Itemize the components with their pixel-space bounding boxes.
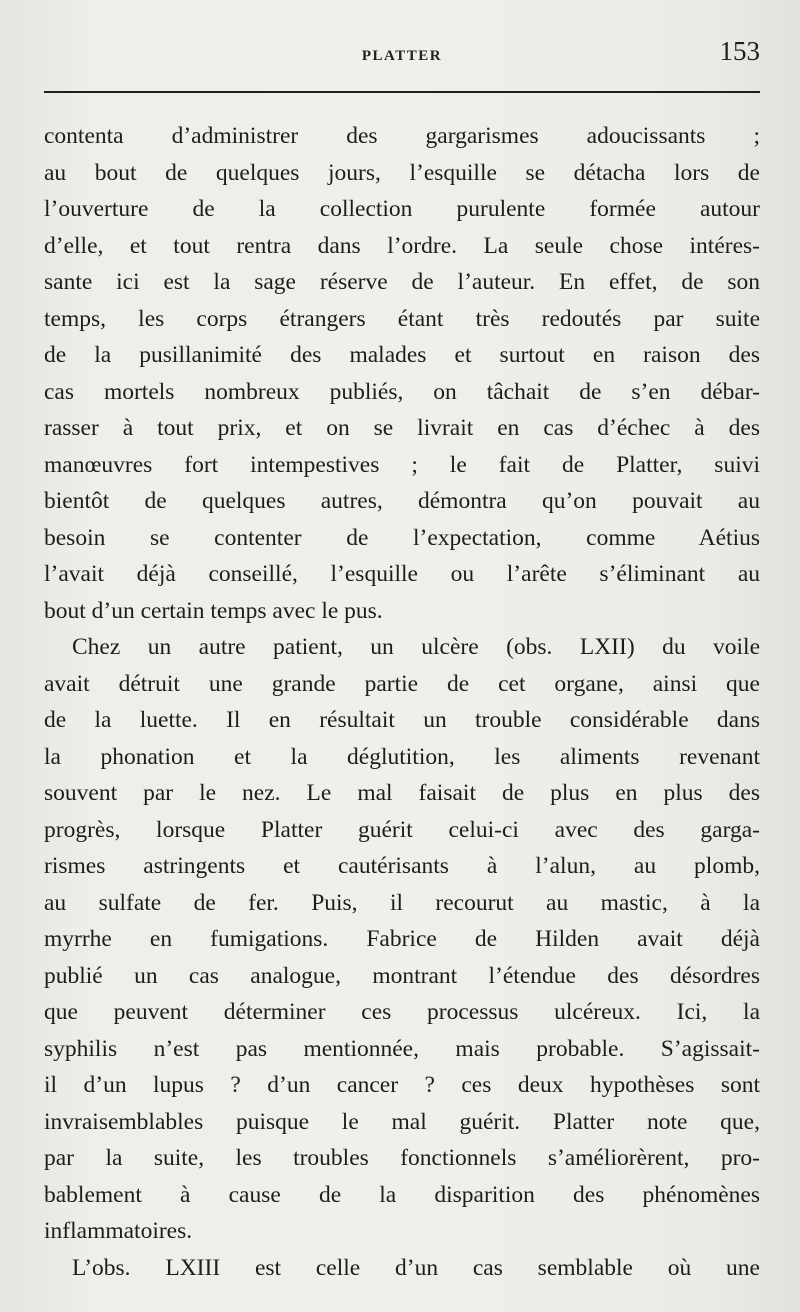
text-line: manœuvres fort intempestives ; le fait de Platter, suivi	[44, 451, 760, 478]
text-line: au bout de quelques jours, l’esquille se détacha lors de	[44, 159, 760, 186]
text-line: avait détruit une grande partie de cet organe, ainsi que	[44, 670, 760, 697]
text-line: temps, les corps étrangers étant très redoutés par suite	[44, 305, 760, 332]
text-line: la phonation et la déglutition, les aliments revenant	[44, 743, 760, 770]
text-line: au sulfate de fer. Puis, il recourut au mastic, à la	[44, 889, 760, 916]
text-line: il d’un lupus ? d’un cancer ? ces deux hypothèses sont	[44, 1072, 760, 1098]
running-title: PLATTER	[361, 48, 443, 64]
page-number: 153	[719, 36, 760, 66]
body-text	[44, 118, 760, 1286]
text-line: rismes astringents et cautérisants à l’alun, au plomb,	[44, 853, 760, 879]
text-line: cas mortels nombreux publiés, on tâchait de s’en débar-	[44, 378, 760, 405]
text-line: sante ici est la sage réserve de l’auteur. En effet, de son	[44, 269, 760, 295]
text-line: myrrhe en fumigations. Fabrice de Hilden avait déjà	[44, 926, 760, 952]
text-line: d’elle, et tout rentra dans l’ordre. La seule chose intéres-	[44, 232, 760, 259]
page-header	[44, 30, 760, 90]
paragraph-last-line: inflammatoires.	[44, 1218, 193, 1244]
text-line: par la suite, les troubles fonctionnels s’améliorèrent, pro-	[44, 1145, 760, 1171]
header-rule	[44, 91, 760, 93]
text-line: souvent par le nez. Le mal faisait de plus en plus des	[44, 780, 760, 806]
text-line: que peuvent déterminer ces processus ulcéreux. Ici, la	[44, 999, 760, 1025]
text-line: progrès, lorsque Platter guérit celui-ci avec des garga-	[44, 816, 760, 843]
text-line: l’ouverture de la collection purulente formée autour	[44, 196, 760, 222]
text-line: bablement à cause de la disparition des phénomènes	[44, 1181, 760, 1208]
text-line: rasser à tout prix, et on se livrait en cas d’échec à des	[44, 415, 760, 441]
text-line: l’avait déjà conseillé, l’esquille ou l’arête s’éliminant au	[44, 561, 760, 587]
text-line: syphilis n’est pas mentionnée, mais probable. S’agissait-	[44, 1035, 760, 1062]
paragraph-last-line: bout d’un certain temps avec le pus.	[44, 597, 383, 624]
text-line: de la pusillanimité des malades et surtout en raison des	[44, 342, 760, 368]
text-line: contenta d’administrer des gargarismes adoucissants ;	[44, 123, 760, 149]
paragraph-first-line: Chez un autre patient, un ulcère (obs. LXII) du voile	[72, 634, 760, 660]
text-line: bientôt de quelques autres, démontra qu’on pouvait au	[44, 488, 760, 514]
text-line: publié un cas analogue, montrant l’étendue des désordres	[44, 962, 760, 989]
text-line: invraisemblables puisque le mal guérit. Platter note que,	[44, 1108, 760, 1135]
paragraph-first-line: L’obs. LXIII est celle d’un cas semblable où une	[72, 1254, 760, 1281]
text-line: de la luette. Il en résultait un trouble considérable dans	[44, 707, 760, 733]
text-line: besoin se contenter de l’expectation, comme Aétius	[44, 524, 760, 551]
